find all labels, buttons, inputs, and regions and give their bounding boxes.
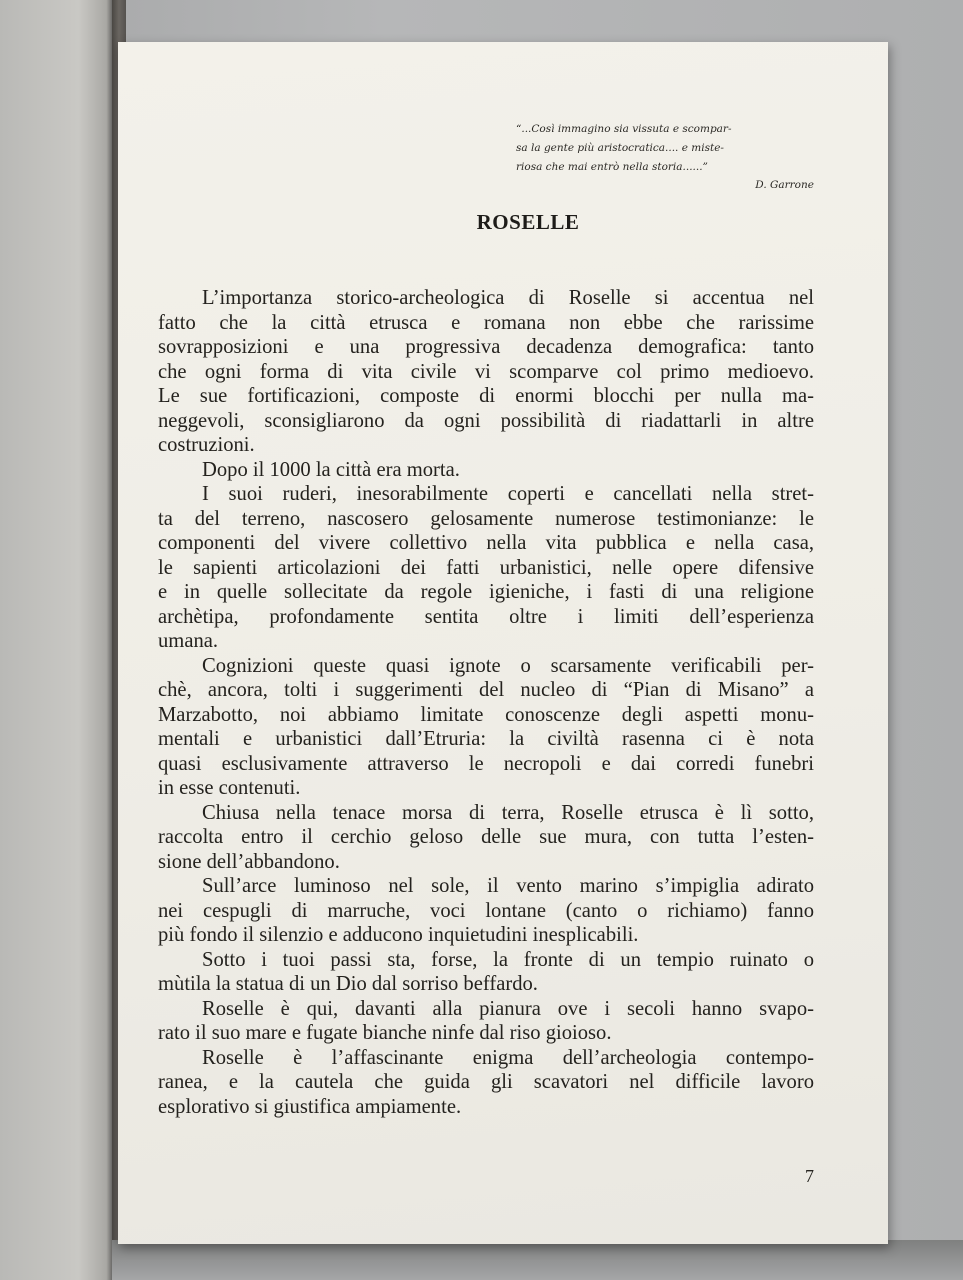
- paragraph-line: Roselle è qui, davanti alla pianura ove i secoli hanno svapo-: [202, 997, 814, 1020]
- paragraph-line: Chiusa nella tenace morsa di terra, Roselle etrusca è lì sotto,: [202, 801, 814, 824]
- paragraph-line: che ogni forma di vita civile vi scomparve col primo medioevo.: [158, 360, 814, 383]
- paragraph-line: più fondo il silenzio e adducono inquietudini inesplicabili.: [158, 924, 639, 946]
- paragraph-line: le sapienti articolazioni dei fatti urbanistici, nelle opere difensive: [158, 556, 814, 579]
- paragraph-line: Sotto i tuoi passi sta, forse, la fronte di un tempio ruinato o: [202, 948, 814, 971]
- paragraph: [158, 1046, 814, 1120]
- paragraph-line: sovrapposizioni e una progressiva decadenza demografica: tanto: [158, 336, 814, 358]
- book-page: [118, 42, 888, 1244]
- paragraph-line: in esse contenuti.: [158, 777, 301, 799]
- paragraph-line: rato il suo mare e fugate bianche ninfe dal riso gioioso.: [158, 1022, 612, 1044]
- paragraph-line: Marzabotto, noi abbiamo limitate conoscenze degli aspetti monu-: [158, 703, 814, 726]
- table-shadow: [112, 1240, 963, 1280]
- paragraph-line: umana.: [158, 630, 219, 652]
- paragraph: [158, 948, 814, 997]
- paragraph-line: Cognizioni queste quasi ignote o scarsamente verificabili per-: [202, 654, 814, 677]
- paragraph: [158, 801, 814, 875]
- paragraph-line: componenti del vivere collettivo nella vita pubblica e nella casa,: [158, 532, 814, 554]
- paragraph-line: fatto che la città etrusca e romana non ebbe che rarissime: [158, 311, 814, 334]
- paragraph-line: Dopo il 1000 la città era morta.: [202, 458, 460, 481]
- paragraph: [158, 458, 814, 483]
- paragraph: [158, 997, 814, 1046]
- paragraph-line: Roselle è l’affascinante enigma dell’archeologia contempo-: [202, 1046, 814, 1069]
- paragraph-line: chè, ancora, tolti i suggerimenti del nucleo di “Pian di Misano” a: [158, 679, 814, 701]
- paragraph-line: L’importanza storico-archeologica di Roselle si accentua nel: [202, 287, 814, 309]
- left-page-edge: [0, 0, 112, 1280]
- page-number: 7: [805, 1166, 814, 1186]
- paragraph-line: neggevoli, sconsigliarono da ogni possibilità di riadattarli in altre: [158, 409, 814, 432]
- paragraph-line: nei cespugli di marruche, voci lontane (canto o richiamo) fanno: [158, 899, 814, 922]
- epigraph-line: sa la gente più aristocratica.... e miste-: [516, 142, 724, 154]
- epigraph-line: “...Così immagino sia vissuta e scompar-: [516, 123, 732, 135]
- chapter-title: ROSELLE: [476, 210, 580, 234]
- paragraph-line: mentali e urbanistici dall’Etruria: la civiltà rasenna ci è nota: [158, 728, 814, 750]
- paragraph-line: ranea, e la cautela che guida gli scavatori nel difficile lavoro: [158, 1071, 814, 1093]
- paragraph-line: quasi esclusivamente attraverso le necropoli e dai corredi funebri: [158, 752, 814, 775]
- paragraph-line: mùtila la statua di un Dio dal sorriso beffardo.: [158, 973, 538, 995]
- paragraph: [158, 874, 814, 948]
- paragraph: [158, 654, 814, 801]
- paragraph-line: archètipa, profondamente sentita oltre i limiti dell’esperienza: [158, 605, 814, 628]
- epigraph-line: riosa che mai entrò nella storia......”: [516, 161, 708, 173]
- epigraph: [516, 120, 814, 195]
- paragraph: [158, 286, 814, 458]
- paragraph-line: costruzioni.: [158, 434, 255, 456]
- paragraph-line: sione dell’abbandono.: [158, 850, 340, 873]
- paragraph: [158, 482, 814, 654]
- paragraph-line: raccolta entro il cerchio geloso delle sue mura, con tutta l’esten-: [158, 826, 814, 848]
- paragraph-line: esplorativo si giustifica ampiamente.: [158, 1095, 462, 1118]
- paragraph-line: I suoi ruderi, inesorabilmente coperti e cancellati nella stret-: [202, 483, 814, 505]
- paragraph-line: ta del terreno, nascosero gelosamente numerose testimonianze: le: [158, 507, 814, 530]
- paragraph-line: e in quelle sollecitate da regole igieniche, i fasti di una religione: [158, 581, 814, 603]
- body-text: [158, 286, 814, 1119]
- paragraph-line: Le sue fortificazioni, composte di enormi blocchi per nulla ma-: [158, 385, 814, 407]
- paragraph-line: Sull’arce luminoso nel sole, il vento marino s’impiglia adirato: [202, 875, 814, 897]
- epigraph-author: D. Garrone: [755, 179, 814, 191]
